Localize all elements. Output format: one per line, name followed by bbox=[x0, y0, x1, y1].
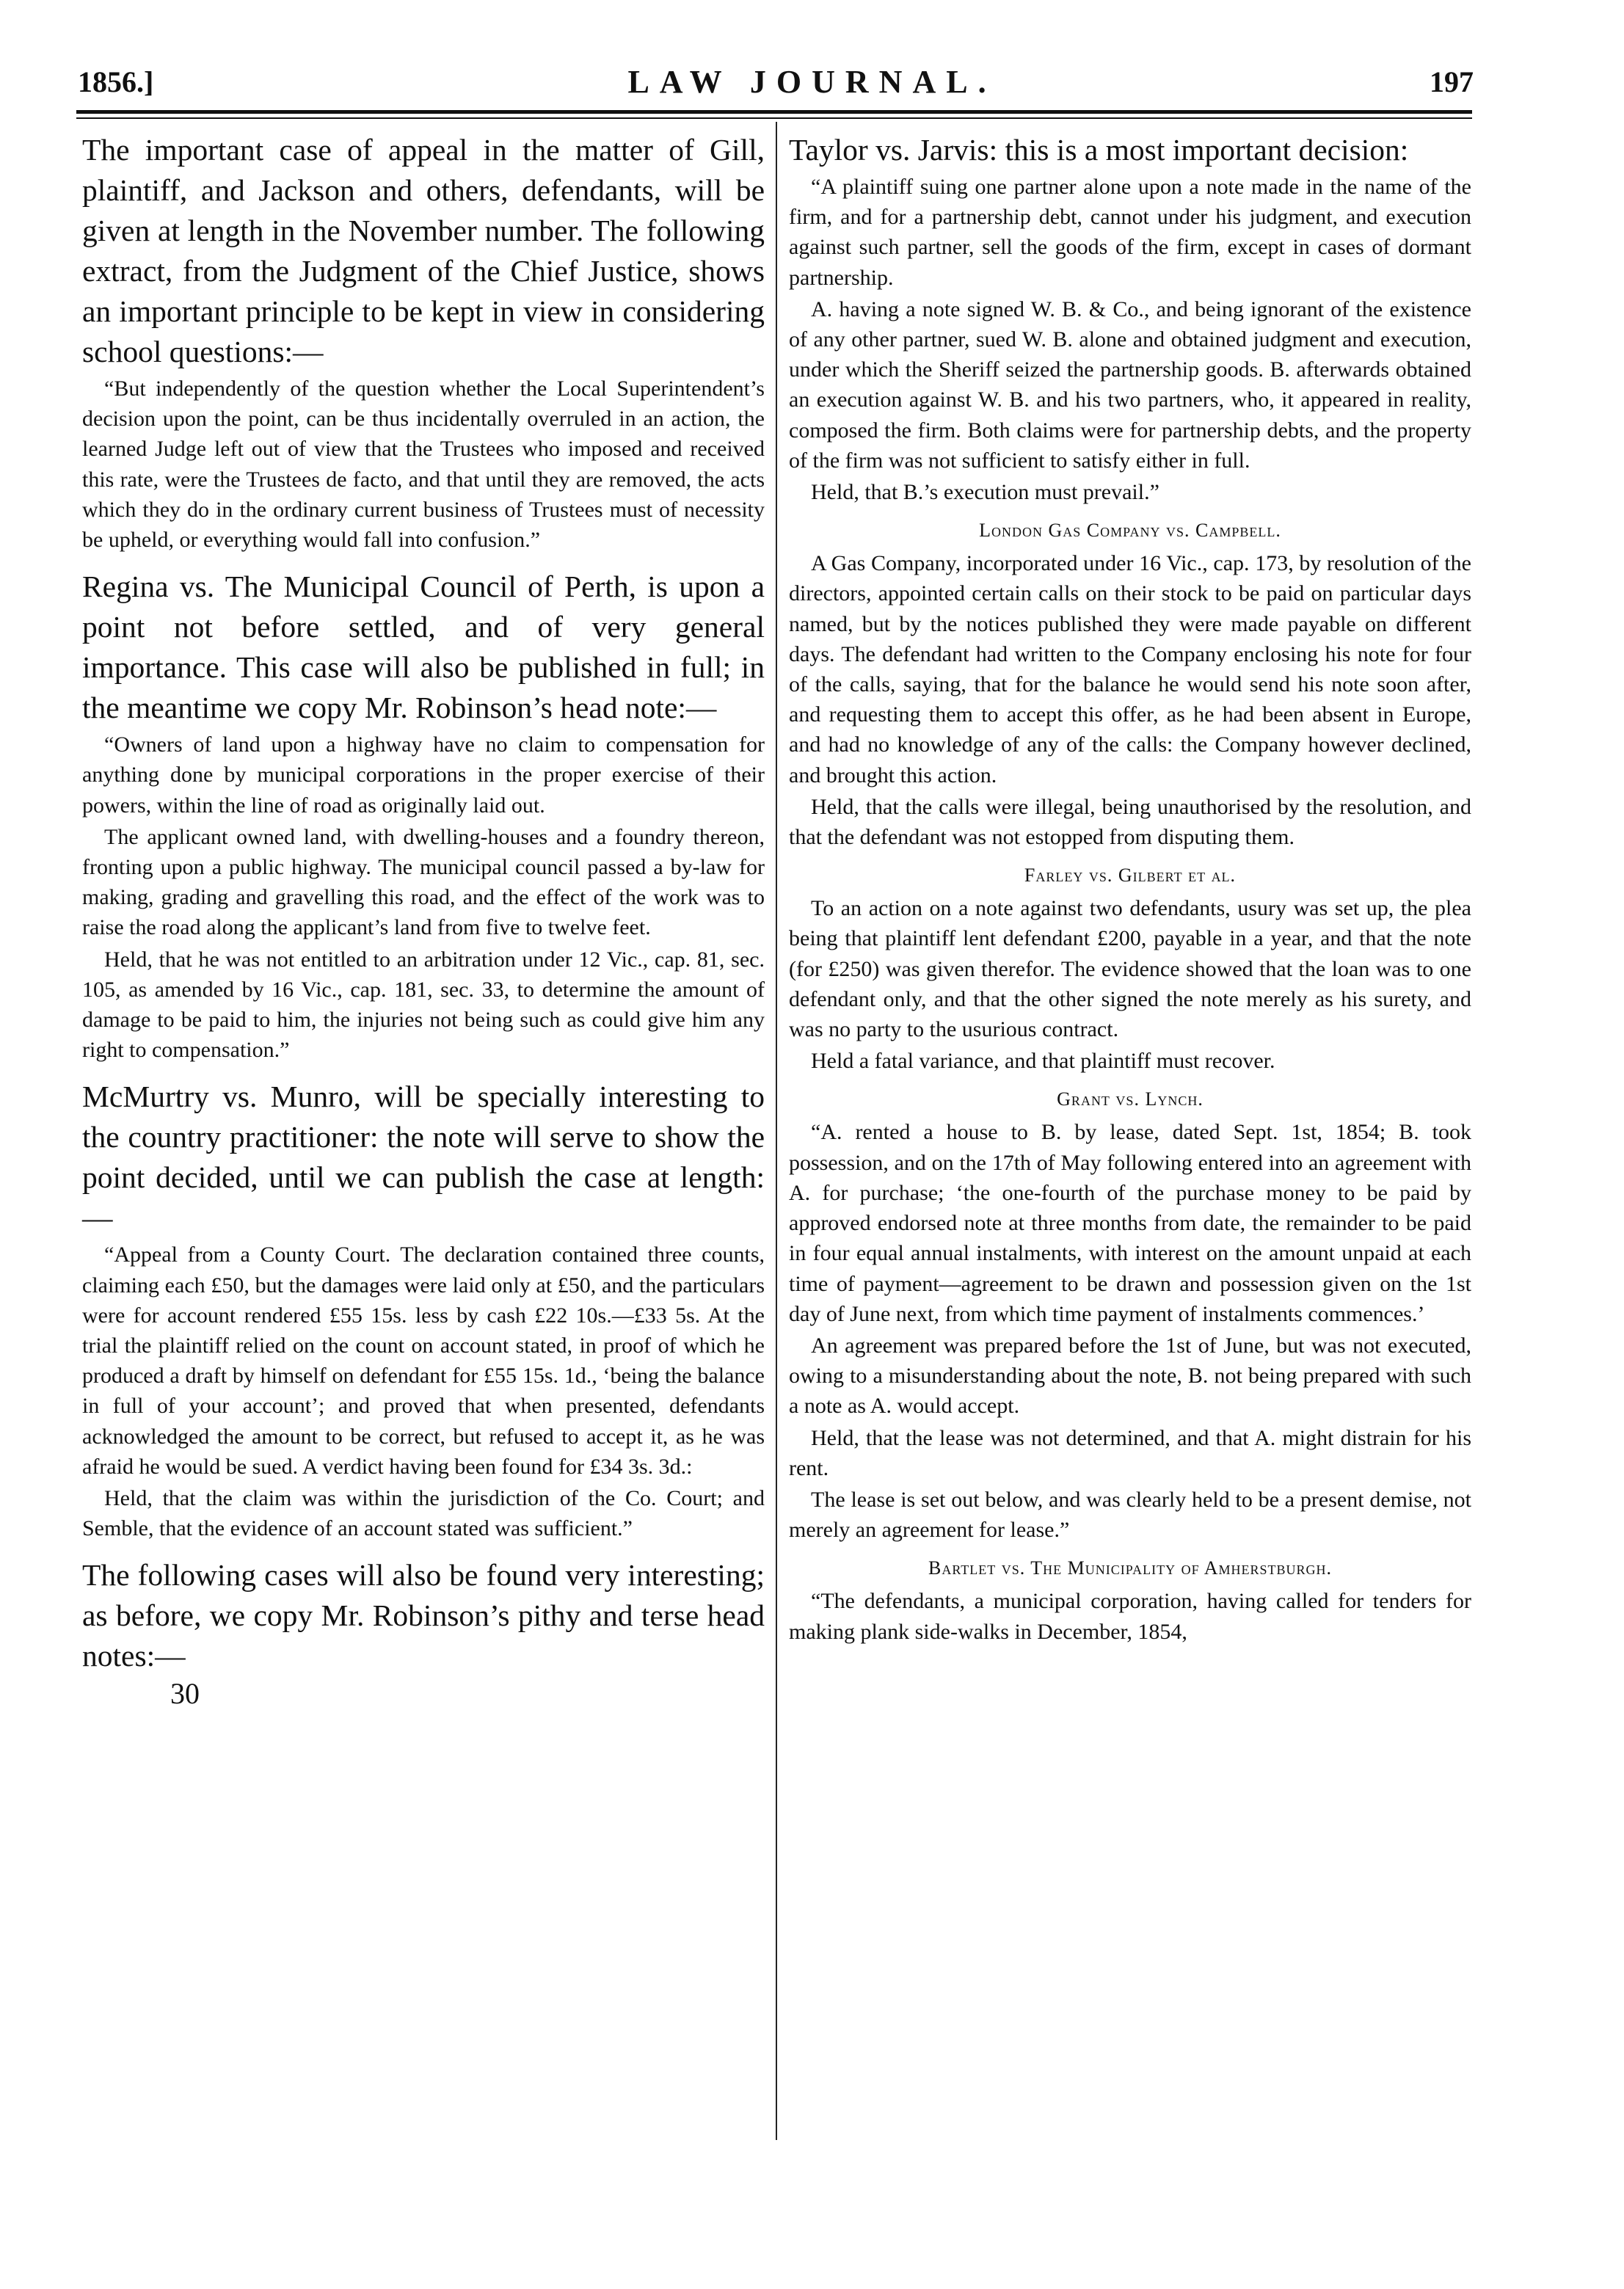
running-title: LAW JOURNAL. bbox=[627, 64, 997, 100]
header-page-number: 197 bbox=[1430, 65, 1474, 98]
header-year: 1856.] bbox=[78, 65, 154, 98]
gas-company-facts: A Gas Company, incorporated under 16 Vic., cap. 173, by resolution of the directors, appointed certain calls on their stock to be paid on particular days named, but by the notices published they were made payable on different days. The defendant had written to the Company enclosing his note for four of the calls, saying, that for the balance he would send his note soon after, and requesting them to accept this offer, as he had been absent in Europe, and had no knowledge of any of the calls: the Company however declined, and brought this action. bbox=[789, 551, 1471, 787]
lease-facts: “A. rented a house to B. by lease, dated Sept. 1st, 1854; B. took possession, and on the 17th of May following entered into an agreement with A. for purchase; ‘the one-fourth of the purchase money to be paid by approved endorsed note at three months from date, the remainder to be paid in four equal annual instalments, with interest on the amount unpaid at each time of payment—agreement to be drawn and possession given on the 1st day of June next, from which time payment of instalments commences.’ bbox=[789, 1120, 1471, 1326]
left-column bbox=[82, 128, 765, 1711]
head-note-held-arbitration: Held, that he was not entitled to an arbitration under 12 Vic., cap. 81, sec. 105, as amended by 16 Vic., cap. 181, sec. 33, to determine the amount of damage to be paid to him, the injuries not being such as could give him any right to compensation.” bbox=[82, 947, 765, 1063]
head-note-applicant: The applicant owned land, with dwelling-houses and a foundry thereon, fronting upon a public highway. The municipal council passed a by-law for making, grading and gravelling this road, and the effect of the work was to raise the road along the applicant’s land from five to twelve feet. bbox=[82, 824, 765, 940]
gill-jackson-paragraph: The important case of appeal in the matter of Gill, plaintiff, and Jackson and others, defendants, will be given at length in the November number. The following extract, from the Judgment of the Chief Justice, shows an important principle to be kept in view in considering school questions:— bbox=[82, 133, 765, 368]
lease-demise-note: The lease is set out below, and was clearly held to be a present demise, not merely an agreement for lease.” bbox=[789, 1487, 1471, 1543]
case-heading-bartlet-amherstburgh: Bartlet vs. The Municipality of Amherstburgh. bbox=[928, 1557, 1332, 1579]
header-rule-thin bbox=[76, 117, 1472, 119]
column-divider bbox=[776, 122, 777, 2140]
gas-company-held: Held, that the calls were illegal, being unauthorised by the resolution, and that the defendant was not estopped from disputing them. bbox=[789, 794, 1471, 850]
county-court-appeal-note: “Appeal from a County Court. The declaration contained three counts, claiming each £50, but the damages were laid only at £50, and the particulars were for account rendered £55 15s. less by cash £22 10s.—£33 5s. At the trial the plaintiff relied on the count on account stated, in proof of which he produced a draft by himself on defendant for £55 15s. 1d., ‘being the balance in full of your account’; and proved that when presented, defendants acknowledged the amount to be correct, but refused to accept it, as he was afraid he would be sued. A verdict having been found for £34 3s. 3d.: bbox=[82, 1242, 765, 1479]
head-note-owners: “Owners of land upon a highway have no claim to compensation for anything done by municipal corporations in the proper exercise of their powers, within the line of road as originally laid out. bbox=[82, 732, 765, 818]
case-heading-grant-lynch: Grant vs. Lynch. bbox=[1057, 1088, 1204, 1110]
chief-justice-extract: “But independently of the question whether the Local Superintendent’s decision upon the point, can be thus incidentally overruled in an action, the learned Judge left out of view that the Trustees who imposed and received this rate, were the Trustees de facto, and that until they are removed, the acts which they do in the ordinary current business of Trustees must of necessity be upheld, or everything would fall into confusion.” bbox=[82, 376, 765, 553]
partner-note-facts: A. having a note signed W. B. & Co., and being ignorant of the existence of any other partner, sued W. B. alone and obtained judgment and execution, under which the Sheriff seized the partnership goods. B. afterwards obtained an execution against W. B. and his two partners, who, it appeared in reality, composed the firm. Both claims were for partnership debts, and the property of the firm was not sufficient to satisfy either in full. bbox=[789, 296, 1471, 473]
signature-number: 30 bbox=[170, 1677, 200, 1711]
right-column bbox=[789, 128, 1471, 1647]
partner-note-rule: “A plaintiff suing one partner alone upon a note made in the name of the firm, and for a partnership debt, cannot under his judgment, and execution against such partner, sell the goods of the firm, except in cases of dormant partnership. bbox=[789, 175, 1471, 290]
agreement-facts: An agreement was prepared before the 1st of June, but was not executed, owing to a misunderstanding about the note, B. not being prepared with such a note as A. would accept. bbox=[789, 1333, 1471, 1419]
case-heading-farley-gilbert: Farley vs. Gilbert et al. bbox=[1024, 865, 1237, 887]
usury-held: Held a fatal variance, and that plaintiff must recover. bbox=[811, 1049, 1275, 1074]
usury-facts: To an action on a note against two defendants, usury was set up, the plea being that plaintiff lent defendant £200, payable in a year, and that the note (for £250) was given therefor. The evidence showed that the loan was to one defendant only, and that the other signed the note merely as his surety, and was no party to the usurious contract. bbox=[789, 896, 1471, 1042]
held-jurisdiction-note: Held, that the claim was within the jurisdiction of the Co. Court; and Semble, that the evidence of an account stated was sufficient.” bbox=[82, 1486, 765, 1541]
header-rule-thick bbox=[76, 110, 1472, 114]
side-walks-facts: “The defendants, a municipal corporation, having called for tenders for making plank side-walks in December, 1854, bbox=[789, 1589, 1471, 1644]
following-cases-paragraph: The following cases will also be found very interesting; as before, we copy Mr. Robinson’s pithy and terse head notes:— bbox=[82, 1558, 765, 1673]
regina-perth-paragraph: Regina vs. The Municipal Council of Perth, is upon a point not before settled, and of very general importance. This case will also be published in full; in the meantime we copy Mr. Robinson’s head note:— bbox=[82, 569, 765, 725]
lease-held: Held, that the lease was not determined, and that A. might distrain for his rent. bbox=[789, 1425, 1471, 1480]
mcmurtry-munro-paragraph: McMurtry vs. Munro, will be specially interesting to the country practitioner: the note will serve to show the point decided, until we can publish the case at length:— bbox=[82, 1080, 765, 1235]
taylor-jarvis-paragraph: Taylor vs. Jarvis: this is a most important decision: bbox=[789, 133, 1409, 167]
case-heading-london-gas: London Gas Company vs. Campbell. bbox=[979, 520, 1281, 542]
partner-note-held: Held, that B.’s execution must prevail.” bbox=[811, 480, 1159, 505]
